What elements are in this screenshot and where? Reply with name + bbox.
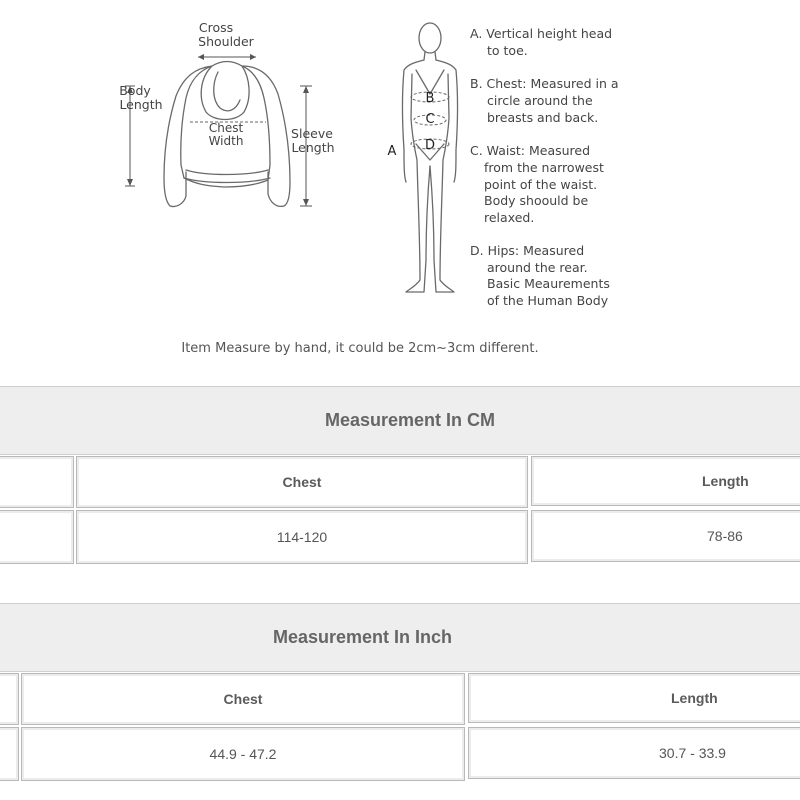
cross-shoulder-label-2: Shoulder — [198, 34, 254, 49]
note-d-line-4: of the Human Body — [487, 293, 609, 308]
inch-table-title: Measurement In Inch — [0, 603, 800, 672]
cm-header-length: Length — [531, 456, 800, 506]
marker-a: A — [387, 144, 397, 159]
note-b-line-2: circle around the — [487, 93, 593, 108]
sleeve-length-label-1: Sleeve — [291, 126, 333, 141]
inch-header-chest: Chest — [21, 673, 465, 725]
cm-header-chest: Chest — [76, 456, 528, 508]
note-c-line-5: relaxed. — [484, 210, 535, 225]
inch-header-length: Length — [468, 673, 800, 723]
note-c-line-4: Body shoould be — [484, 193, 589, 208]
cm-cell-size — [0, 510, 74, 564]
marker-d: D — [424, 138, 436, 153]
note-d-line-2: around the rear. — [487, 260, 588, 275]
note-c-line-1: C. Waist: Measured — [470, 143, 591, 158]
inch-cell-chest: 44.9 - 47.2 — [21, 727, 465, 781]
cross-shoulder-label-1: Cross — [198, 20, 234, 35]
inch-cell-length: 30.7 - 33.9 — [468, 727, 800, 779]
sleeve-length-label-2: Length — [291, 140, 335, 155]
measurement-disclaimer: Item Measure by hand, it could be 2cm~3cm different. — [181, 341, 539, 356]
cm-header-size — [0, 456, 74, 508]
cm-table-title: Measurement In CM — [0, 386, 800, 455]
note-c-line-3: point of the waist. — [484, 177, 598, 192]
cm-size-table — [0, 386, 800, 566]
note-d-line-3: Basic Meaurements — [487, 276, 610, 291]
note-c-line-2: from the narrowest — [484, 160, 604, 175]
inch-cell-size — [0, 727, 19, 781]
inch-size-table — [0, 603, 800, 800]
cm-cell-chest: 114-120 — [76, 510, 528, 564]
note-a-line-1: A. Vertical height head — [470, 26, 613, 41]
measurement-guide — [0, 0, 800, 370]
body-length-label-1: Body — [119, 83, 151, 98]
chest-width-label-2: Width — [208, 134, 244, 148]
cm-cell-length: 78-86 — [531, 510, 800, 562]
note-b-line-1: B. Chest: Measured in a — [470, 76, 619, 91]
note-a-line-2: to toe. — [487, 43, 528, 58]
measurement-notes — [470, 26, 619, 308]
chest-width-label-1: Chest — [208, 121, 244, 135]
body-length-label-2: Length — [119, 97, 163, 112]
marker-b: B — [425, 91, 435, 106]
marker-c: C — [425, 112, 435, 127]
note-d-line-1: D. Hips: Measured — [470, 243, 585, 258]
inch-header-size — [0, 673, 19, 725]
body-figure-illustration — [403, 23, 458, 292]
note-b-line-3: breasts and back. — [487, 110, 599, 125]
